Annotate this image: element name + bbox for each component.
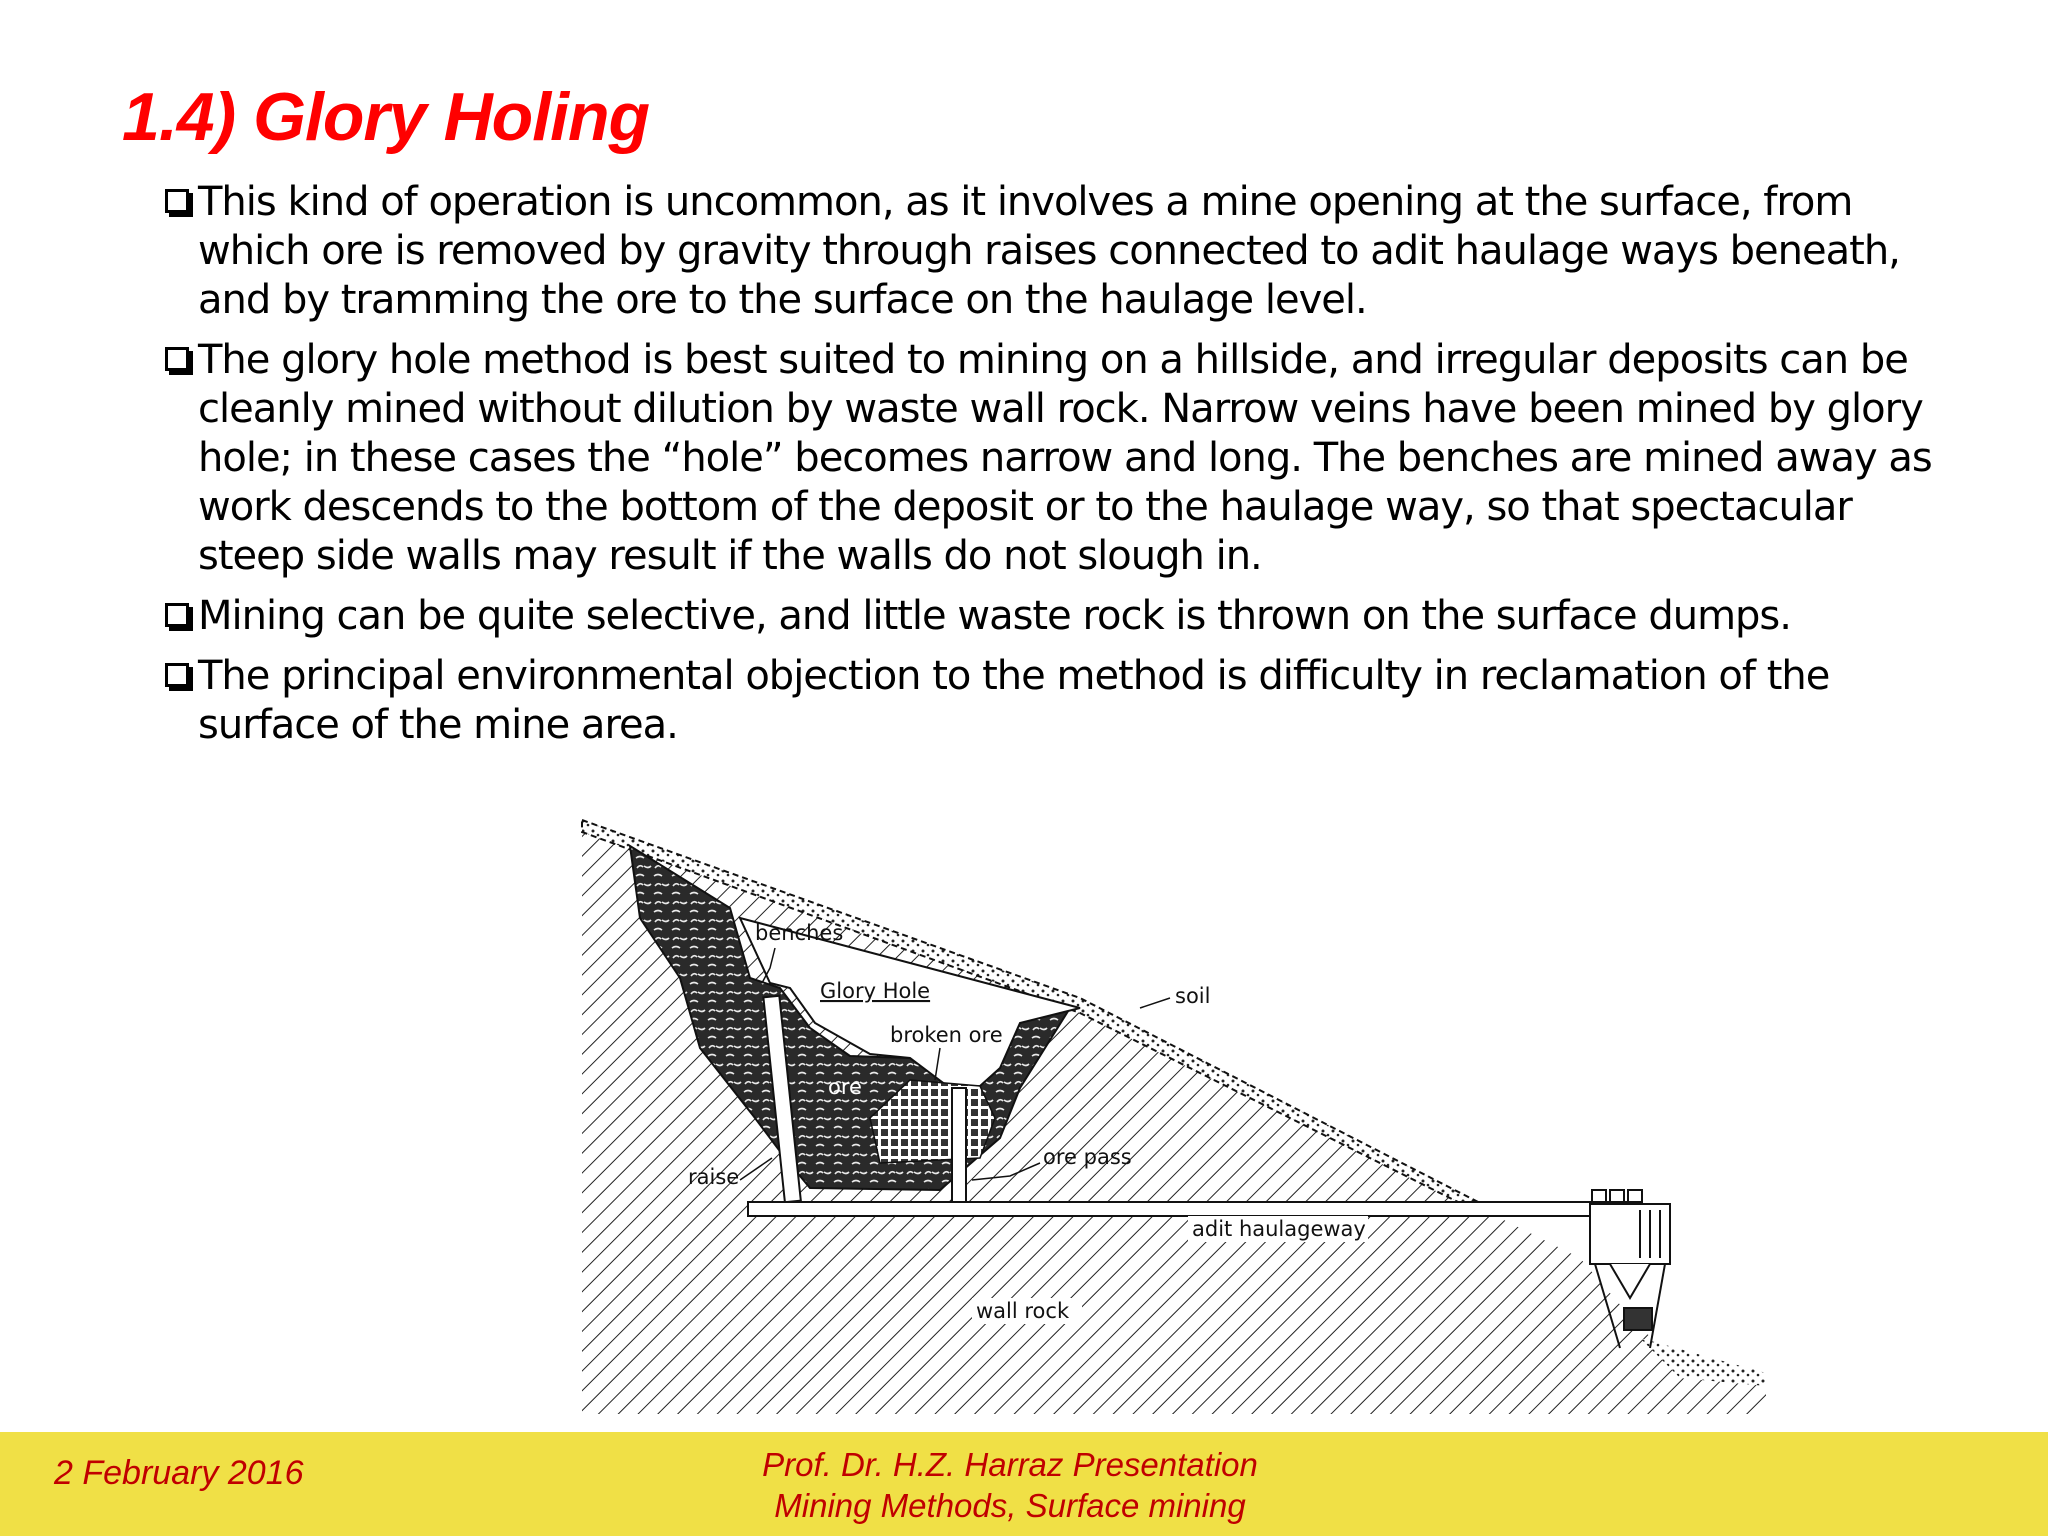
footer-subject: Mining Methods, Surface mining	[774, 1487, 1246, 1524]
bullet-text: The principal environmental objection to the method is difficulty in reclamation of the surface of the mine area.	[198, 653, 1830, 748]
label-ore-pass: ore pass	[1043, 1145, 1132, 1169]
label-adit-haulageway: adit haulageway	[1192, 1217, 1366, 1241]
checkbox-bullet-icon	[165, 603, 189, 627]
label-ore: ore	[828, 1075, 862, 1099]
ore-pass-shaft	[952, 1088, 966, 1203]
label-glory-hole: Glory Hole	[820, 979, 931, 1003]
bullet-item	[160, 336, 1960, 581]
footer-presenter: Prof. Dr. H.Z. Harraz Presentation	[762, 1446, 1258, 1483]
bullet-text: The glory hole method is best suited to mining on a hillside, and irregular deposits can be cleanly mined without dilution by waste wall rock. Narrow veins have been mined by glory hole; in these cases the “hole” becomes narrow and long. The benches are mined away as work descends to the bottom of the deposit or to the haulage way, so that spectacular steep side walls may result if the walls do not slough in.	[198, 337, 1932, 579]
label-broken-ore: broken ore	[890, 1023, 1003, 1047]
bullet-item	[160, 592, 1960, 641]
bullet-text: This kind of operation is uncommon, as it involves a mine opening at the surface, from which ore is removed by gravity through raises connected to adit haulage ways beneath, and by tramming the ore to the surface on the haulage level.	[198, 179, 1900, 323]
checkbox-bullet-icon	[165, 189, 189, 213]
bullet-item	[160, 652, 1960, 750]
label-soil: soil	[1175, 984, 1211, 1008]
label-benches: benches	[755, 921, 844, 945]
footer-date: 2 February 2016	[54, 1454, 304, 1492]
glory-hole-diagram	[580, 818, 1766, 1414]
checkbox-bullet-icon	[165, 347, 189, 371]
bullet-item	[160, 178, 1960, 325]
footer-credits	[700, 1444, 1320, 1526]
slide-title: 1.4) Glory Holing	[122, 79, 650, 155]
label-raise: raise	[688, 1165, 740, 1189]
bullet-text: Mining can be quite selective, and little waste rock is thrown on the surface dumps.	[198, 593, 1791, 639]
adit-haulageway-tunnel	[748, 1202, 1638, 1216]
checkbox-bullet-icon	[165, 663, 189, 687]
bullet-list	[160, 178, 1960, 761]
label-wall-rock: wall rock	[976, 1299, 1070, 1323]
